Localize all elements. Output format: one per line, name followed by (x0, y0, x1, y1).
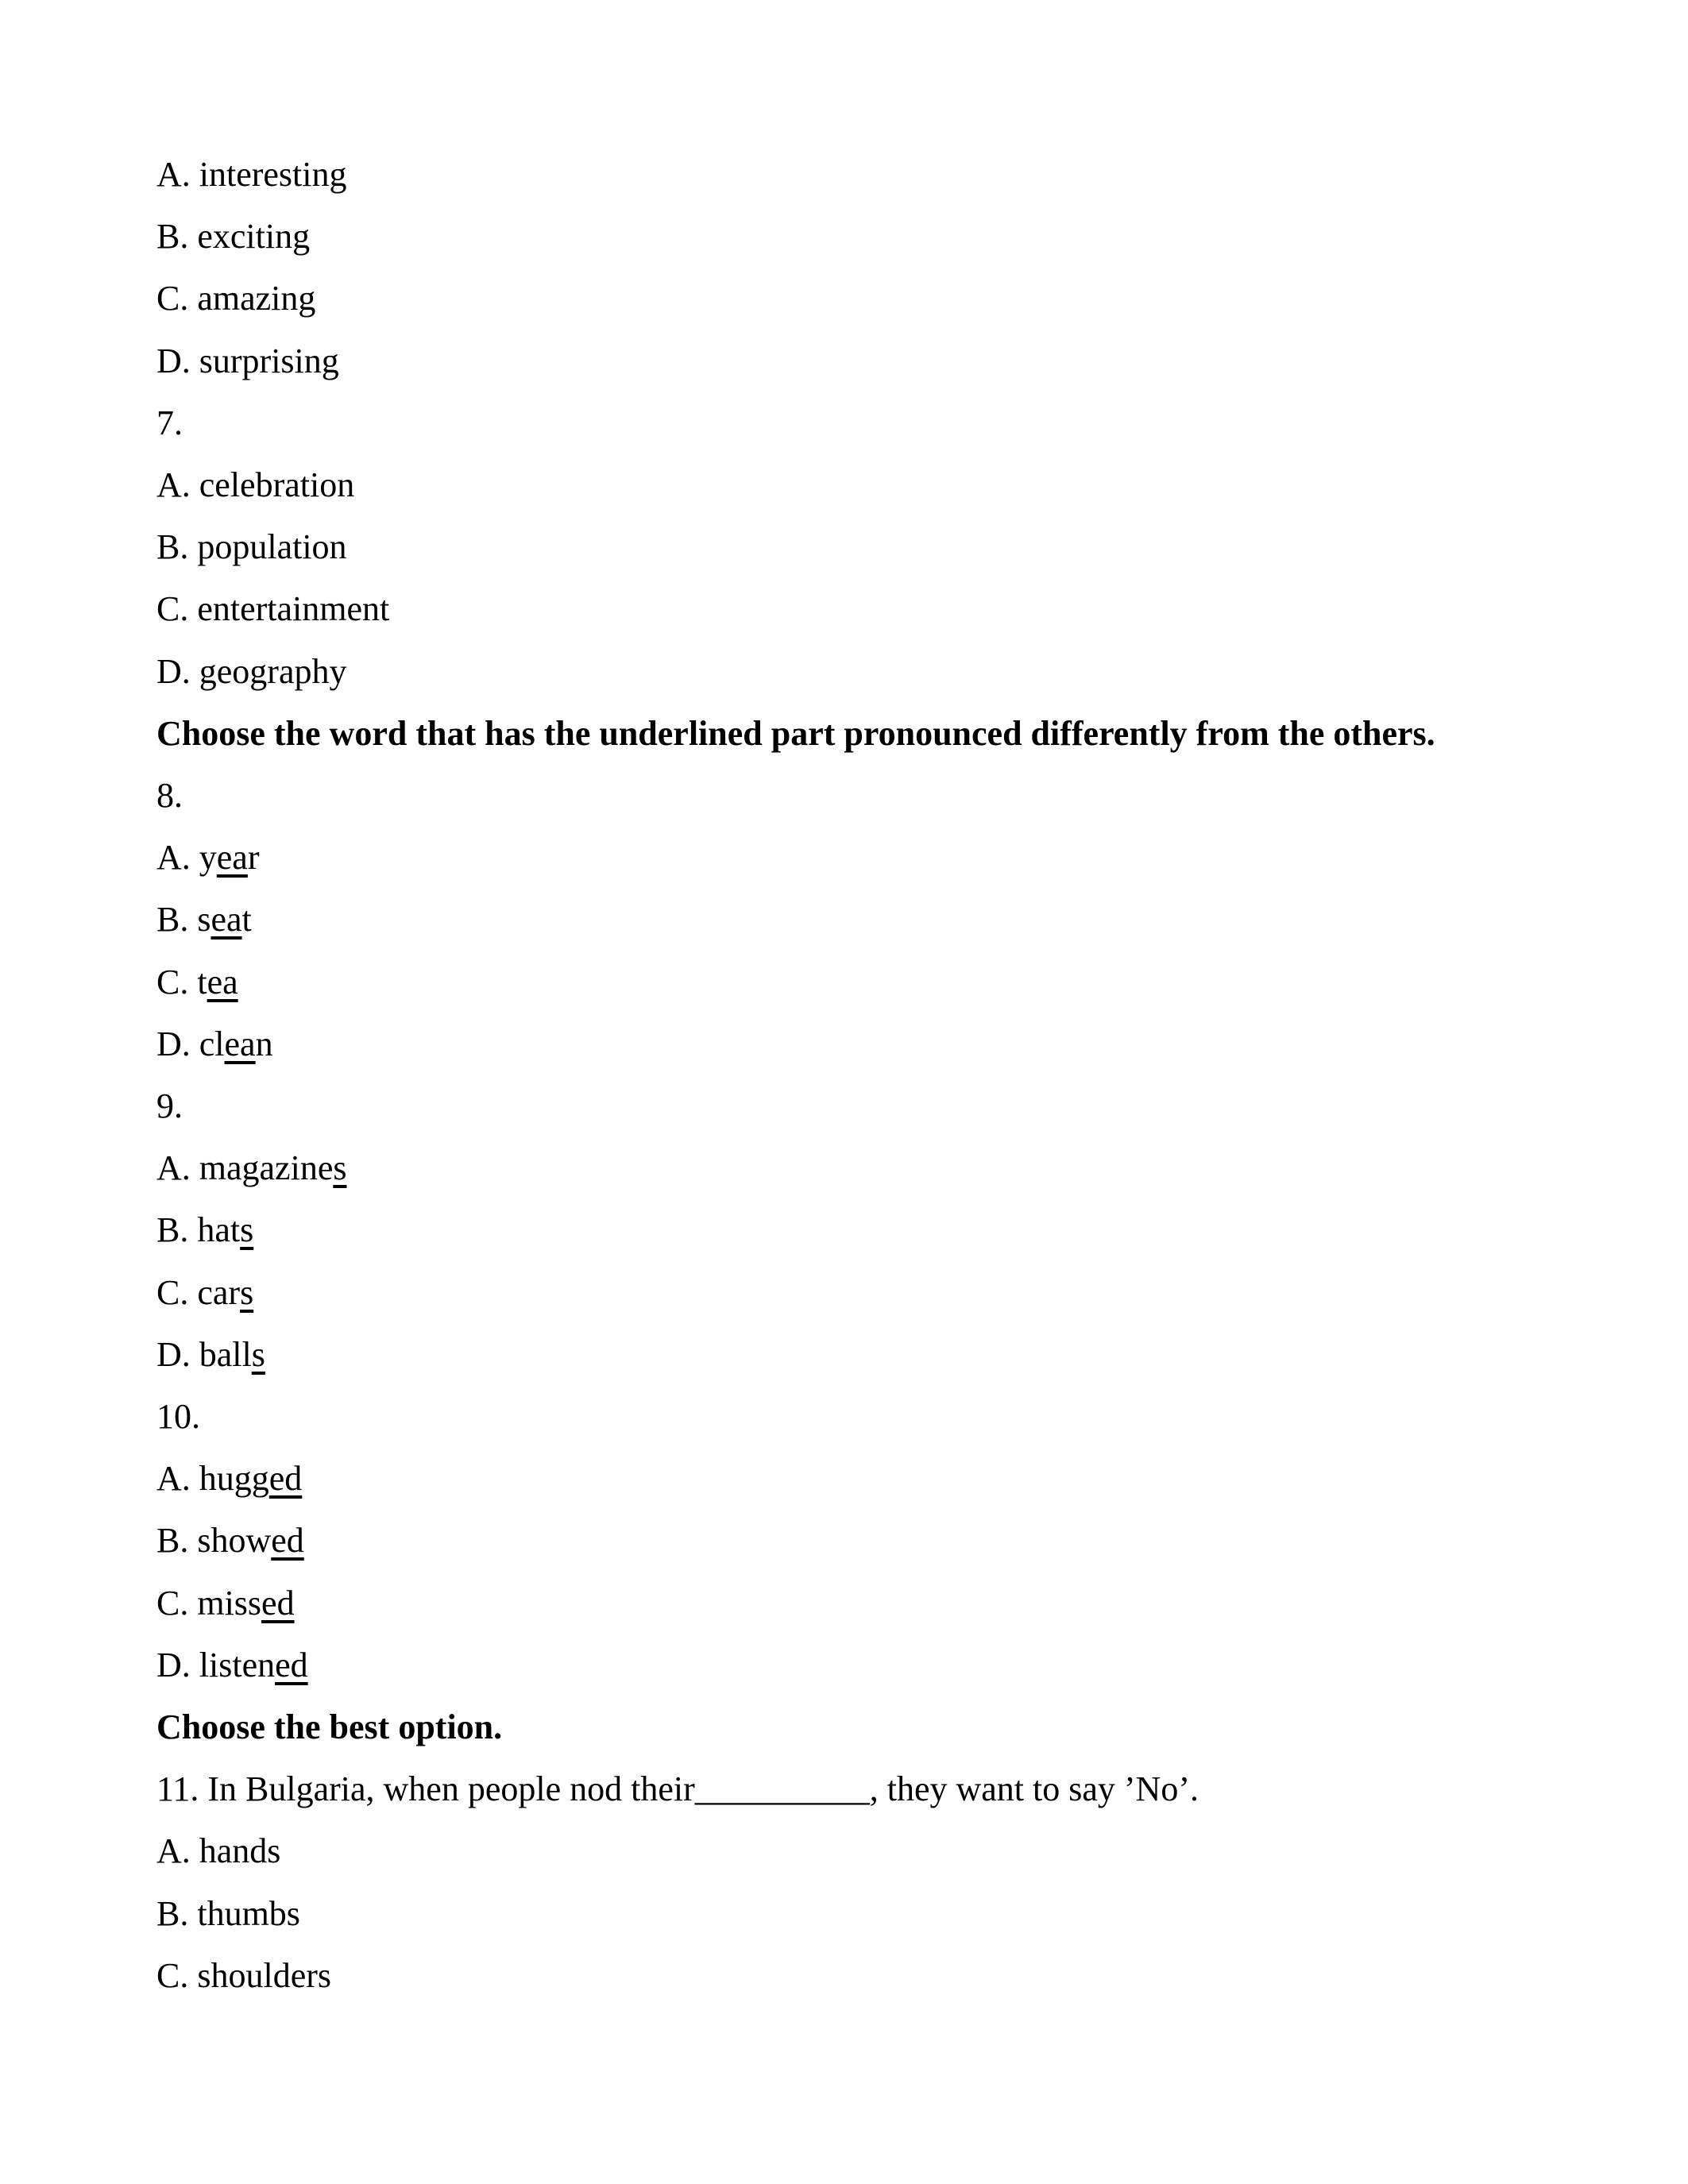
question-number (156, 1075, 1545, 1137)
underlined-part: ed (275, 1645, 308, 1684)
text-segment: B. exciting (156, 217, 311, 257)
underlined-part: s (240, 1272, 254, 1312)
text-segment: D. geography (156, 651, 347, 691)
question-number (156, 765, 1545, 827)
question-number (156, 392, 1545, 454)
section-instruction (156, 1696, 1545, 1758)
text-segment: D. surprising (156, 341, 339, 380)
text-segment: D. ball (156, 1334, 252, 1374)
text-segment: Choose the best option. (156, 1707, 503, 1747)
text-segment: 8. (156, 776, 183, 816)
answer-option (156, 889, 1545, 951)
text-segment: t (241, 900, 252, 940)
answer-option (156, 206, 1545, 268)
answer-option (156, 1199, 1545, 1261)
text-segment: r (247, 838, 260, 878)
underlined-part: ea (207, 962, 238, 1001)
text-segment: B. population (156, 527, 347, 567)
question-text (156, 1758, 1545, 1820)
underlined-part: ea (224, 1024, 256, 1063)
answer-option (156, 516, 1545, 578)
underlined-part: ea (216, 838, 248, 878)
answer-option (156, 1945, 1545, 2007)
text-segment: C. t (156, 962, 207, 1001)
answer-option (156, 268, 1545, 330)
answer-option (156, 330, 1545, 392)
text-segment: C. amazing (156, 279, 316, 318)
underlined-part: s (333, 1148, 347, 1188)
text-segment: C. car (156, 1272, 241, 1312)
text-segment: C. entertainment (156, 589, 390, 629)
answer-option (156, 454, 1545, 516)
text-segment: B. s (156, 900, 211, 940)
answer-option (156, 1883, 1545, 1945)
underlined-part: s (240, 1210, 254, 1250)
text-segment: A. celebration (156, 465, 355, 505)
text-segment: 11. In Bulgaria, when people nod their__________, they want to say ’No’. (156, 1769, 1199, 1809)
underlined-part: ed (271, 1521, 304, 1561)
answer-option (156, 1137, 1545, 1199)
answer-option (156, 951, 1545, 1013)
text-segment: Choose the word that has the underlined part pronounced differently from the others. (156, 713, 1435, 753)
answer-option (156, 1013, 1545, 1075)
answer-option (156, 827, 1545, 889)
answer-option (156, 1262, 1545, 1324)
answer-option (156, 1572, 1545, 1634)
underlined-part: ed (268, 1459, 303, 1499)
text-segment: A. y (156, 838, 217, 878)
document-content (156, 144, 1545, 2007)
answer-option (156, 578, 1545, 640)
text-segment: n (255, 1024, 273, 1063)
text-segment: A. magazine (156, 1148, 334, 1188)
answer-option (156, 641, 1545, 703)
underlined-part: ed (261, 1583, 295, 1623)
text-segment: A. hugg (156, 1459, 269, 1499)
text-segment: C. miss (156, 1583, 262, 1623)
text-segment: C. shoulders (156, 1955, 331, 1995)
answer-option (156, 1324, 1545, 1386)
text-segment: 7. (156, 403, 183, 442)
text-segment: 10. (156, 1397, 200, 1437)
text-segment: B. show (156, 1521, 272, 1561)
answer-option (156, 1510, 1545, 1572)
text-segment: A. interesting (156, 155, 347, 194)
answer-option (156, 144, 1545, 206)
answer-option (156, 1448, 1545, 1510)
text-segment: 9. (156, 1086, 183, 1126)
underlined-part: ea (211, 900, 242, 940)
text-segment: B. hat (156, 1210, 241, 1250)
answer-option (156, 1820, 1545, 1882)
underlined-part: s (251, 1334, 265, 1374)
text-segment: B. thumbs (156, 1893, 300, 1933)
text-segment: A. hands (156, 1831, 281, 1871)
answer-option (156, 1634, 1545, 1696)
text-segment: D. listen (156, 1645, 276, 1684)
text-segment: D. cl (156, 1024, 225, 1063)
section-instruction (156, 703, 1545, 765)
question-number (156, 1386, 1545, 1448)
